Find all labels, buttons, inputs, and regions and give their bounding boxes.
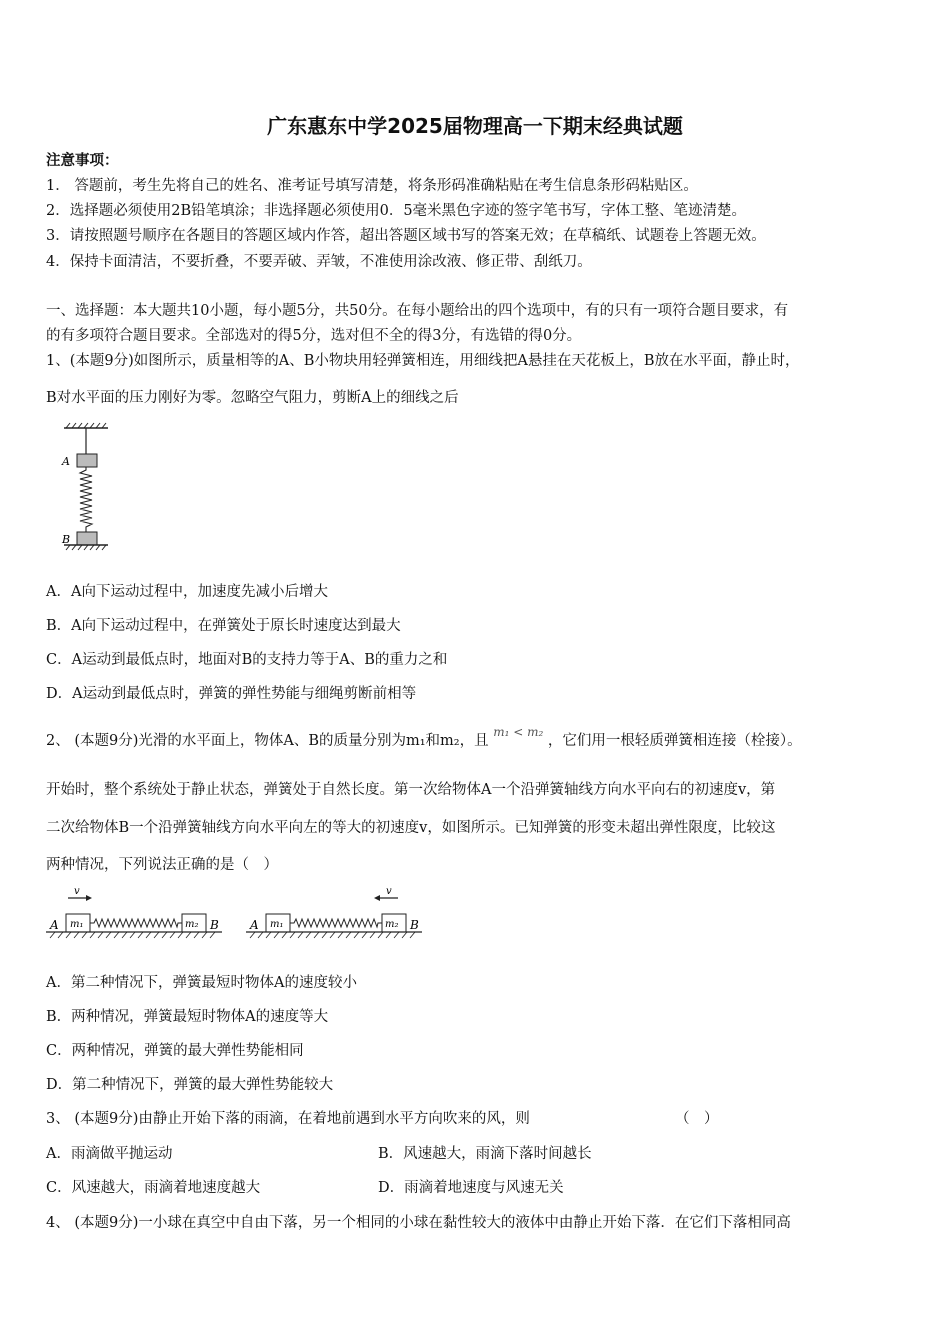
q2-stem-cont: 开始时，整个系统处于静止状态，弹簧处于自然长度。第一次给物体A一个沿弹簧轴线方向水平向右的初速度v，第 bbox=[46, 782, 776, 798]
system-1 bbox=[46, 886, 222, 938]
q3-answer-paren: （ ） bbox=[675, 1111, 719, 1127]
notice-heading: 注意事项： bbox=[46, 152, 119, 169]
q2-stem-cont: 两种情况，下列说法正确的是（ ） bbox=[46, 857, 278, 873]
label-b: B bbox=[62, 533, 71, 546]
ground-hatch bbox=[50, 932, 215, 938]
notice-item: 2．选择题必须使用2B铅笔填涂；非选择题必须使用0．5毫米黑色字迹的签字笔书写，字体工整、笔迹清楚。 bbox=[46, 203, 747, 219]
q1-option-d: D．A运动到最低点时，弹簧的弹性势能与细绳剪断前相等 bbox=[46, 686, 417, 702]
label-a: A bbox=[250, 918, 259, 932]
q2-option-c: C．两种情况，弹簧的最大弹性势能相同 bbox=[46, 1043, 304, 1059]
arrow-head bbox=[86, 895, 92, 901]
label-m1: m₁ bbox=[270, 919, 284, 930]
q3-option-b: B．风速越大，雨滴下落时间越长 bbox=[378, 1146, 592, 1162]
q2-spring-figure bbox=[46, 886, 426, 942]
label-a: A bbox=[50, 918, 59, 932]
section-heading-cont: 的有多项符合题目要求。全部选对的得5分，选对但不全的得3分，有选错的得0分。 bbox=[46, 328, 582, 344]
system-2 bbox=[246, 886, 422, 938]
q2-math: m₁ < m₂ bbox=[493, 725, 544, 739]
q1-option-c: C．A运动到最低点时，地面对B的支持力等于A、B的重力之和 bbox=[46, 652, 448, 668]
label-b: B bbox=[210, 918, 219, 932]
q3-option-d: D．雨滴着地速度与风速无关 bbox=[378, 1180, 564, 1196]
notice-item: 3．请按照题号顺序在各题目的答题区域内作答，超出答题区域书写的答案无效；在草稿纸、试题卷上答题无效。 bbox=[46, 228, 766, 244]
page-title: 广东惠东中学2025届物理高一下期末经典试题 bbox=[267, 114, 683, 138]
q2-stem-post: ，它们用一根轻质弹簧相连接（栓接）。 bbox=[547, 733, 802, 749]
label-m2: m₂ bbox=[385, 919, 399, 930]
label-b: B bbox=[410, 918, 419, 932]
q1-stem-cont: B对水平面的压力刚好为零。忽略空气阻力，剪断A上的细线之后 bbox=[46, 390, 459, 406]
section-heading: 一、选择题：本大题共10小题，每小题5分，共50分。在每小题给出的四个选项中，有的只有一项符合题目要求，有 bbox=[46, 303, 789, 319]
block-a bbox=[77, 454, 97, 467]
spring bbox=[80, 467, 92, 532]
q2-option-b: B．两种情况，弹簧最短时物体A的速度等大 bbox=[46, 1009, 329, 1025]
q2-stem bbox=[46, 725, 802, 751]
q2-option-d: D．第二种情况下，弹簧的最大弹性势能较大 bbox=[46, 1077, 334, 1093]
label-a: A bbox=[62, 455, 70, 468]
q1-spring-figure bbox=[58, 422, 118, 552]
ground-hatch bbox=[250, 932, 415, 938]
arrow-head bbox=[374, 895, 380, 901]
q1-stem: 1、(本题9分)如图所示，质量相等的A、B小物块用轻弹簧相连，用细线把A悬挂在天花板上，B放在水平面，静止时， bbox=[46, 353, 800, 369]
q3-stem: 3、 (本题9分)由静止开始下落的雨滴，在着地前遇到水平方向吹来的风，则 bbox=[46, 1111, 530, 1127]
q1-option-a: A．A向下运动过程中，加速度先减小后增大 bbox=[46, 584, 328, 600]
label-m1: m₁ bbox=[70, 919, 84, 930]
q2-stem-pre: 2、 (本题9分)光滑的水平面上，物体A、B的质量分别为m₁和m₂，且 bbox=[46, 733, 489, 749]
spring bbox=[290, 919, 382, 927]
label-v: v bbox=[74, 886, 80, 897]
label-v: v bbox=[386, 886, 392, 897]
block-b bbox=[77, 532, 97, 545]
spring bbox=[90, 919, 182, 927]
q3-option-c: C．风速越大，雨滴着地速度越大 bbox=[46, 1180, 261, 1196]
label-m2: m₂ bbox=[185, 919, 199, 930]
q1-option-b: B．A向下运动过程中，在弹簧处于原长时速度达到最大 bbox=[46, 618, 401, 634]
notice-item: 4．保持卡面清洁，不要折叠，不要弄破、弄皱，不准使用涂改液、修正带、刮纸刀。 bbox=[46, 254, 592, 270]
q3-option-a: A．雨滴做平抛运动 bbox=[46, 1146, 173, 1162]
q2-stem-cont: 二次给物体B一个沿弹簧轴线方向水平向左的等大的初速度v，如图所示。已知弹簧的形变未超出弹性限度，比较这 bbox=[46, 820, 776, 836]
q4-stem: 4、 (本题9分)一小球在真空中自由下落，另一个相同的小球在黏性较大的液体中由静止开始下落．在它们下落相同高 bbox=[46, 1215, 791, 1231]
notice-item: 1． 答题前，考生先将自己的姓名、准考证号填写清楚，将条形码准确粘贴在考生信息条形码粘贴区。 bbox=[46, 178, 698, 194]
q2-option-a: A．第二种情况下，弹簧最短时物体A的速度较小 bbox=[46, 975, 357, 991]
